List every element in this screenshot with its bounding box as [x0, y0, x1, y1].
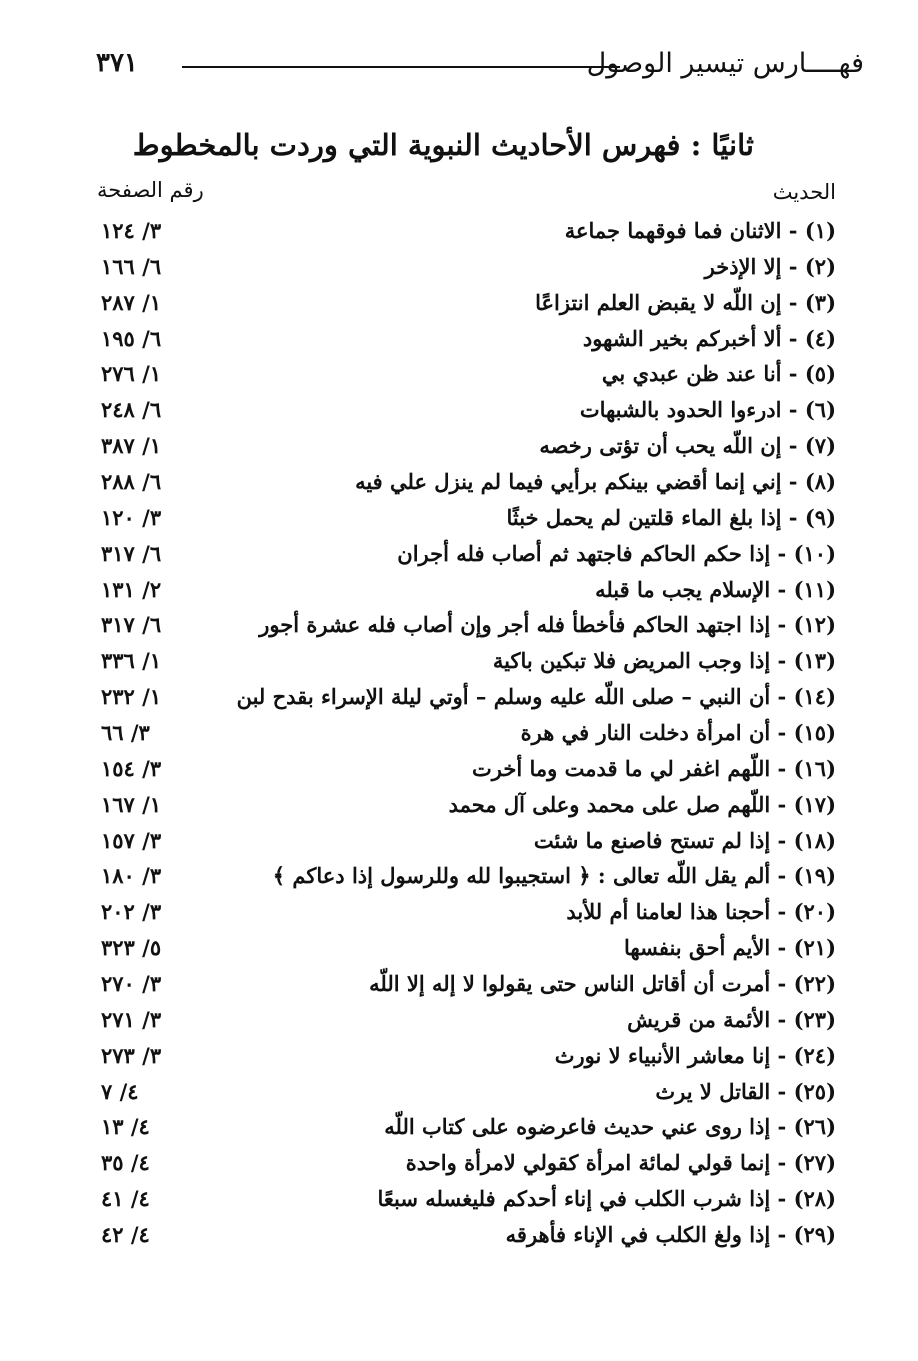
- page-header: [96, 44, 864, 94]
- hadith-entry-text: [555, 1043, 836, 1068]
- hadith-entry-text: [506, 1222, 836, 1247]
- entry-dash: -: [770, 935, 794, 961]
- entry-dash: -: [781, 289, 805, 315]
- hadith-entry-number: (٢٥): [793, 1078, 836, 1104]
- hadith-entry-number: (٨): [804, 469, 836, 495]
- page-reference: ٤/ ٣٥: [101, 1150, 150, 1176]
- page-reference: ٥/ ٣٢٣: [101, 935, 162, 961]
- list-item: [0, 788, 918, 824]
- hadith-entry-number: (٦): [804, 397, 836, 423]
- entry-dash: -: [770, 1078, 794, 1104]
- hadith-entry-number: (٢٣): [793, 1006, 836, 1032]
- hadith-entry-number: (٢٨): [793, 1186, 836, 1212]
- page-reference: ٦/ ٢٨٨: [101, 469, 162, 495]
- page-number: ٣٧١: [96, 48, 138, 78]
- list-item: [0, 1146, 918, 1182]
- hadith-entry-number: (١٦): [793, 755, 836, 781]
- hadith-entry-number: (٧): [804, 433, 836, 459]
- hadith-entry-number: (١٩): [793, 863, 836, 889]
- hadith-entry-body: إذا وجب المريض فلا تبكين باكية: [492, 648, 771, 674]
- hadith-entry-text: [602, 361, 836, 386]
- list-item: [0, 250, 918, 286]
- entry-dash: -: [770, 863, 794, 889]
- hadith-entry-body: أن امرأة دخلت النار في هرة: [520, 720, 771, 746]
- hadith-entry-text: [521, 720, 836, 745]
- hadith-entry-body: الأيم أحق بنفسها: [624, 935, 771, 961]
- entry-dash: -: [781, 504, 805, 530]
- entry-dash: -: [770, 648, 794, 674]
- entry-dash: -: [770, 1042, 794, 1068]
- entry-dash: -: [770, 1150, 794, 1176]
- page-reference: ٦/ ١٩٥: [101, 325, 162, 351]
- column-header-hadith: الحديث: [772, 180, 836, 204]
- page-reference: ٤/ ٧: [101, 1078, 139, 1104]
- page-reference: ٣/ ٢٧٣: [101, 1042, 162, 1068]
- hadith-entry-text: [583, 326, 836, 351]
- list-item: [0, 214, 918, 250]
- entry-dash: -: [770, 755, 794, 781]
- page-reference: ٤/ ١٣: [101, 1114, 150, 1140]
- hadith-entry-body: إنما قولي لمائة امرأة كقولي لامرأة واحدة: [405, 1150, 771, 1176]
- hadith-entry-text: [237, 684, 836, 709]
- list-item: [0, 393, 918, 429]
- hadith-entry-body: إنا معاشر الأنبياء لا نورث: [554, 1042, 771, 1068]
- hadith-entry-body: إذا روى عني حديث فاعرضوه على كتاب اللّه: [384, 1114, 771, 1140]
- list-item: [0, 429, 918, 465]
- page-reference: ٣/ ١٢٠: [101, 504, 162, 530]
- page-reference: ٤/ ٤١: [101, 1186, 150, 1212]
- hadith-entry-body: أحجنا هذا لعامنا أم للأبد: [566, 899, 771, 925]
- hadith-entry-number: (١٢): [793, 612, 836, 638]
- list-item: [0, 752, 918, 788]
- hadith-entry-text: [493, 648, 836, 673]
- running-title: فهــــارس تيسير الوصول: [586, 48, 864, 79]
- page-reference: ٣/ ١٢٤: [101, 218, 162, 243]
- page-reference: ١/ ٣٨٧: [101, 433, 162, 459]
- hadith-entry-text: [259, 612, 836, 637]
- page-reference: ٣/ ٢٠٢: [101, 899, 162, 925]
- hadith-entry-body: إن اللّه يحب أن تؤتى رخصه: [539, 433, 782, 459]
- entry-dash: -: [770, 720, 794, 746]
- page-reference: ٣/ ١٥٤: [101, 755, 162, 781]
- page-reference: ١/ ٣٣٦: [101, 648, 162, 674]
- page-reference: ٣/ ٦٦: [101, 720, 150, 746]
- entry-dash: -: [781, 218, 805, 243]
- list-item: [0, 895, 918, 931]
- hadith-entry-number: (٢٢): [793, 971, 836, 997]
- list-item: [0, 644, 918, 680]
- hadith-entry-body: إذا بلغ الماء قلتين لم يحمل خبثًا: [506, 504, 782, 530]
- entry-dash: -: [770, 1006, 794, 1032]
- page-reference: ٣/ ١٨٠: [101, 863, 162, 889]
- hadith-entry-body: إذا لم تستح فاصنع ما شئت: [533, 827, 771, 853]
- hadith-entry-text: [472, 756, 836, 781]
- hadith-entry-text: [397, 541, 836, 566]
- list-item: [0, 357, 918, 393]
- hadith-entry-number: (١٥): [793, 720, 836, 746]
- hadith-entry-text: [627, 1007, 836, 1032]
- list-item: [0, 537, 918, 573]
- list-item: [0, 1003, 918, 1039]
- hadith-entry-text: [369, 971, 836, 996]
- hadith-entry-number: (٢٠): [793, 899, 836, 925]
- page-reference: ٦/ ١٦٦: [101, 253, 162, 279]
- entry-dash: -: [770, 540, 794, 566]
- hadith-entry-body: الأئمة من قريش: [627, 1006, 771, 1032]
- list-item: [0, 1182, 918, 1218]
- hadith-entry-body: اللّهم اغفر لي ما قدمت وما أخرت: [472, 755, 771, 781]
- hadith-entry-text: [539, 433, 836, 458]
- hadith-entry-text: [377, 1186, 836, 1211]
- hadith-entry-body: الإسلام يجب ما قبله: [595, 576, 771, 602]
- page-reference: ٦/ ٢٤٨: [101, 397, 162, 423]
- hadith-entry-number: (١٠): [793, 540, 836, 566]
- column-header-page-ref: رقم الصفحة: [97, 178, 204, 202]
- hadith-entry-body: إن اللّه لا يقبض العلم انتزاعًا: [535, 289, 782, 315]
- header-rule: [182, 66, 620, 68]
- hadith-entry-body: اللّهم صل على محمد وعلى آل محمد: [448, 791, 771, 817]
- entry-dash: -: [781, 253, 805, 279]
- hadith-entry-number: (٢٦): [793, 1114, 836, 1140]
- list-item: [0, 501, 918, 537]
- hadith-entry-body: ألم يقل اللّه تعالى : ﴿ استجيبوا لله وللرسول إذا دعاكم ﴾: [272, 863, 771, 889]
- list-item: [0, 716, 918, 752]
- page-reference: ١/ ٢٣٢: [101, 684, 162, 710]
- hadith-entry-body: ألا أخبركم بخير الشهود: [582, 325, 782, 351]
- hadith-entry-text: [580, 397, 836, 422]
- entry-dash: -: [781, 361, 805, 387]
- hadith-entry-text: [506, 505, 836, 530]
- list-item: [0, 680, 918, 716]
- page-reference: ٣/ ٢٧٠: [101, 971, 162, 997]
- page-reference: ٣/ ١٥٧: [101, 827, 162, 853]
- hadith-entry-number: (٢٤): [793, 1042, 836, 1068]
- hadith-entry-body: إذا شرب الكلب في إناء أحدكم فليغسله سبعًا: [377, 1186, 771, 1212]
- list-item: [0, 931, 918, 967]
- list-item: [0, 1075, 918, 1111]
- entry-dash: -: [770, 576, 794, 602]
- page-reference: ٤/ ٤٢: [101, 1222, 150, 1248]
- entry-dash: -: [781, 433, 805, 459]
- hadith-entry-body: الاثنان فما فوقهما جماعة: [564, 218, 782, 243]
- hadith-entry-body: إذا اجتهد الحاكم فأخطأ فله أجر وإن أصاب فله عشرة أجور: [259, 612, 771, 638]
- entry-dash: -: [770, 1222, 794, 1248]
- hadith-entry-body: القاتل لا يرث: [655, 1078, 771, 1104]
- page-reference: ١/ ٢٧٦: [101, 361, 162, 387]
- entry-dash: -: [781, 325, 805, 351]
- list-item: [0, 1218, 918, 1254]
- hadith-entry-number: (٢١): [793, 935, 836, 961]
- hadith-entry-number: (٥): [804, 361, 836, 387]
- hadith-entry-body: ادرءوا الحدود بالشبهات: [579, 397, 782, 423]
- page-reference: ٣/ ٢٧١: [101, 1006, 162, 1032]
- hadith-entry-text: [535, 290, 836, 315]
- hadith-entry-text: [273, 863, 836, 888]
- list-item: [0, 573, 918, 609]
- hadith-entry-body: إلا الإذخر: [704, 253, 782, 279]
- list-item: [0, 608, 918, 644]
- hadith-entry-number: (٤): [804, 325, 836, 351]
- entry-dash: -: [770, 684, 794, 710]
- entry-dash: -: [781, 469, 805, 495]
- list-item: [0, 967, 918, 1003]
- hadith-entry-text: [534, 828, 836, 853]
- hadith-entry-body: إذا ولغ الكلب في الإناء فأهرقه: [505, 1222, 771, 1248]
- page-reference: ٦/ ٣١٧: [101, 540, 162, 566]
- hadith-entry-text: [705, 254, 836, 279]
- hadith-entry-number: (٢٩): [793, 1222, 836, 1248]
- hadith-entry-text: [655, 1079, 836, 1104]
- page-reference: ١/ ٢٨٧: [101, 289, 162, 315]
- hadith-entry-number: (١٨): [793, 827, 836, 853]
- hadith-entry-body: إني إنما أقضي بينكم برأيي فيما لم ينزل علي فيه: [355, 469, 782, 495]
- hadith-entry-text: [449, 792, 836, 817]
- entry-dash: -: [770, 612, 794, 638]
- list-item: [0, 286, 918, 322]
- hadith-entry-number: (١١): [793, 576, 836, 602]
- list-item: [0, 1039, 918, 1075]
- hadith-entry-text: [406, 1150, 836, 1175]
- hadith-entry-text: [565, 218, 836, 243]
- hadith-entry-number: (٢): [804, 253, 836, 279]
- hadith-index-list: [0, 214, 918, 1254]
- list-item: [0, 824, 918, 860]
- hadith-entry-text: [384, 1114, 836, 1139]
- entry-dash: -: [770, 791, 794, 817]
- hadith-entry-number: (١): [804, 218, 836, 243]
- entry-dash: -: [770, 971, 794, 997]
- hadith-entry-body: أنا عند ظن عبدي بي: [601, 361, 782, 387]
- entry-dash: -: [770, 899, 794, 925]
- hadith-entry-number: (١٧): [793, 791, 836, 817]
- hadith-entry-text: [355, 469, 836, 494]
- hadith-entry-body: أمرت أن أقاتل الناس حتى يقولوا لا إله إلا اللّه: [369, 971, 771, 997]
- hadith-entry-number: (٢٧): [793, 1150, 836, 1176]
- list-item: [0, 1110, 918, 1146]
- list-item: [0, 322, 918, 358]
- page-reference: ٢/ ١٣١: [101, 576, 162, 602]
- hadith-entry-text: [595, 577, 836, 602]
- entry-dash: -: [770, 1186, 794, 1212]
- page-reference: ١/ ١٦٧: [101, 791, 162, 817]
- hadith-entry-body: أن النبي – صلى اللّه عليه وسلم – أوتي ليلة الإسراء بقدح لبن: [236, 684, 771, 710]
- entry-dash: -: [781, 397, 805, 423]
- hadith-entry-body: إذا حكم الحاكم فاجتهد ثم أصاب فله أجران: [397, 540, 771, 566]
- entry-dash: -: [770, 1114, 794, 1140]
- section-title: ثانيًا : فهرس الأحاديث النبوية التي وردت بالمخطوط: [132, 128, 754, 162]
- list-item: [0, 859, 918, 895]
- hadith-entry-number: (٣): [804, 289, 836, 315]
- hadith-entry-number: (٩): [804, 504, 836, 530]
- hadith-entry-number: (١٣): [793, 648, 836, 674]
- page-reference: ٦/ ٣١٧: [101, 612, 162, 638]
- hadith-entry-number: (١٤): [793, 684, 836, 710]
- hadith-entry-text: [624, 935, 836, 960]
- entry-dash: -: [770, 827, 794, 853]
- hadith-entry-text: [566, 899, 836, 924]
- list-item: [0, 465, 918, 501]
